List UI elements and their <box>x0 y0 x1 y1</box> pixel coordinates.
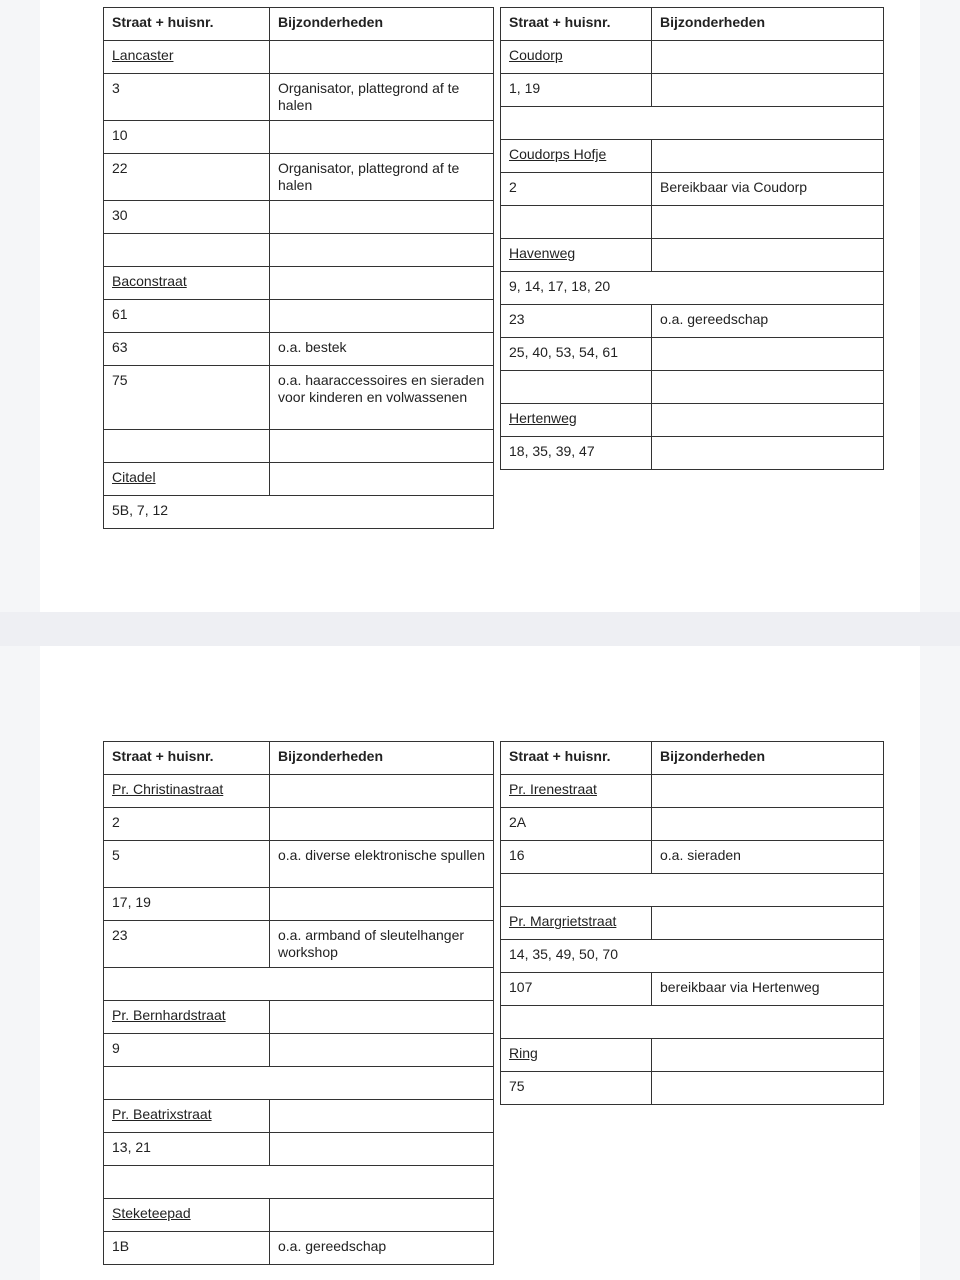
details-cell <box>270 300 494 333</box>
address-cell: 25, 40, 53, 54, 61 <box>501 338 652 371</box>
address-cell: 5B, 7, 12 <box>104 496 494 529</box>
street-name: Pr. Christinastraat <box>104 775 270 808</box>
table-header-row <box>104 8 494 41</box>
table-row <box>104 1166 494 1199</box>
address-cell: 17, 19 <box>104 888 270 921</box>
table-row <box>501 107 884 140</box>
table-row <box>501 841 884 874</box>
street-row <box>104 1001 494 1034</box>
header-address: Straat + huisnr. <box>104 8 270 41</box>
details-cell <box>270 1133 494 1166</box>
address-cell: 1, 19 <box>501 74 652 107</box>
street-name: Steketeepad <box>104 1199 270 1232</box>
address-cell: 75 <box>501 1072 652 1105</box>
address-cell: 18, 35, 39, 47 <box>501 437 652 470</box>
address-table <box>103 7 494 529</box>
table-row <box>104 808 494 841</box>
address-cell: 22 <box>104 154 270 201</box>
street-row <box>501 404 884 437</box>
details-cell <box>652 775 884 808</box>
details-cell <box>270 234 494 267</box>
details-cell: o.a. haaraccessoires en sieraden voor kinderen en volwassenen <box>270 366 494 430</box>
details-cell <box>652 1039 884 1072</box>
table-row <box>501 437 884 470</box>
street-row <box>501 775 884 808</box>
street-name: Pr. Beatrixstraat <box>104 1100 270 1133</box>
details-cell <box>270 775 494 808</box>
street-name: Ring <box>501 1039 652 1072</box>
address-cell: 61 <box>104 300 270 333</box>
details-cell <box>652 808 884 841</box>
address-cell: 2A <box>501 808 652 841</box>
street-name: Pr. Margrietstraat <box>501 907 652 940</box>
table-row <box>104 333 494 366</box>
table-row <box>104 430 494 463</box>
details-cell <box>652 404 884 437</box>
table-row <box>104 74 494 121</box>
table-row <box>104 968 494 1001</box>
document-page-1 <box>40 0 920 612</box>
address-cell <box>104 234 270 267</box>
table-row <box>501 173 884 206</box>
details-cell <box>270 121 494 154</box>
document-page-2 <box>40 646 920 1280</box>
details-cell <box>270 201 494 234</box>
header-details: Bijzonderheden <box>652 8 884 41</box>
address-cell: 2 <box>501 173 652 206</box>
street-row <box>104 775 494 808</box>
details-cell <box>270 1100 494 1133</box>
table-row <box>104 1232 494 1265</box>
details-cell <box>270 463 494 496</box>
details-cell: Bereikbaar via Coudorp <box>652 173 884 206</box>
table-row <box>501 305 884 338</box>
table-row <box>501 338 884 371</box>
table-row <box>501 371 884 404</box>
header-details: Bijzonderheden <box>270 8 494 41</box>
street-row <box>501 140 884 173</box>
street-row <box>104 463 494 496</box>
address-cell: 63 <box>104 333 270 366</box>
address-cell: 1B <box>104 1232 270 1265</box>
details-cell: o.a. armband of sleutelhanger workshop <box>270 921 494 968</box>
address-cell <box>501 206 652 239</box>
address-cell: 5 <box>104 841 270 888</box>
street-name: Pr. Irenestraat <box>501 775 652 808</box>
table-row <box>501 940 884 973</box>
details-cell <box>652 206 884 239</box>
table-header-row <box>104 742 494 775</box>
table-row <box>501 272 884 305</box>
table-row <box>104 201 494 234</box>
table-row <box>501 74 884 107</box>
address-cell: 23 <box>501 305 652 338</box>
address-cell: 9 <box>104 1034 270 1067</box>
header-address: Straat + huisnr. <box>501 8 652 41</box>
details-cell <box>652 338 884 371</box>
details-cell <box>652 41 884 74</box>
details-cell <box>270 1034 494 1067</box>
details-cell: o.a. bestek <box>270 333 494 366</box>
details-cell: o.a. sieraden <box>652 841 884 874</box>
details-cell <box>270 808 494 841</box>
street-row <box>104 1100 494 1133</box>
table-header-row <box>501 8 884 41</box>
table-row <box>501 206 884 239</box>
header-address: Straat + huisnr. <box>501 742 652 775</box>
address-cell: 75 <box>104 366 270 430</box>
table-row <box>501 874 884 907</box>
address-cell <box>104 430 270 463</box>
header-details: Bijzonderheden <box>652 742 884 775</box>
address-cell: 107 <box>501 973 652 1006</box>
table-row <box>104 888 494 921</box>
address-cell: 30 <box>104 201 270 234</box>
details-cell: Organisator, plattegrond af te halen <box>270 74 494 121</box>
details-cell <box>270 41 494 74</box>
table-row <box>104 1034 494 1067</box>
address-cell <box>501 107 884 140</box>
table-row <box>104 154 494 201</box>
street-row <box>501 41 884 74</box>
table-header-row <box>501 742 884 775</box>
address-cell: 14, 35, 49, 50, 70 <box>501 940 884 973</box>
street-name: Hertenweg <box>501 404 652 437</box>
details-cell <box>652 239 884 272</box>
table-row <box>104 366 494 430</box>
street-name: Lancaster <box>104 41 270 74</box>
table-row <box>104 841 494 888</box>
address-cell: 23 <box>104 921 270 968</box>
details-cell <box>270 1001 494 1034</box>
table-row <box>104 234 494 267</box>
details-cell: o.a. gereedschap <box>270 1232 494 1265</box>
details-cell: o.a. gereedschap <box>652 305 884 338</box>
street-row <box>104 1199 494 1232</box>
table-row <box>104 1067 494 1100</box>
table-row <box>104 921 494 968</box>
street-row <box>501 907 884 940</box>
table-row <box>501 973 884 1006</box>
street-name: Baconstraat <box>104 267 270 300</box>
details-cell <box>270 1199 494 1232</box>
header-address: Straat + huisnr. <box>104 742 270 775</box>
address-cell: 10 <box>104 121 270 154</box>
address-table <box>500 741 884 1105</box>
table-row <box>104 300 494 333</box>
street-name: Havenweg <box>501 239 652 272</box>
street-row <box>501 1039 884 1072</box>
address-cell: 9, 14, 17, 18, 20 <box>501 272 884 305</box>
details-cell: bereikbaar via Hertenweg <box>652 973 884 1006</box>
street-name: Coudorp <box>501 41 652 74</box>
details-cell <box>270 267 494 300</box>
details-cell <box>652 74 884 107</box>
address-cell: 2 <box>104 808 270 841</box>
page-separator <box>0 612 960 646</box>
details-cell <box>652 1072 884 1105</box>
table-row <box>501 1006 884 1039</box>
table-row <box>104 1133 494 1166</box>
address-cell <box>501 874 884 907</box>
street-row <box>104 41 494 74</box>
address-cell <box>104 1166 494 1199</box>
street-row <box>104 267 494 300</box>
street-name: Coudorps Hofje <box>501 140 652 173</box>
address-cell <box>501 1006 884 1039</box>
street-name: Citadel <box>104 463 270 496</box>
address-table <box>103 741 494 1265</box>
table-row <box>501 808 884 841</box>
table-row <box>501 1072 884 1105</box>
details-cell <box>652 907 884 940</box>
details-cell <box>270 888 494 921</box>
address-cell: 13, 21 <box>104 1133 270 1166</box>
street-row <box>501 239 884 272</box>
address-cell <box>104 1067 494 1100</box>
address-table <box>500 7 884 470</box>
header-details: Bijzonderheden <box>270 742 494 775</box>
address-cell <box>104 968 494 1001</box>
details-cell <box>652 371 884 404</box>
address-cell: 3 <box>104 74 270 121</box>
address-cell <box>501 371 652 404</box>
details-cell <box>652 140 884 173</box>
street-name: Pr. Bernhardstraat <box>104 1001 270 1034</box>
details-cell: o.a. diverse elektronische spullen <box>270 841 494 888</box>
table-row <box>104 496 494 529</box>
address-cell: 16 <box>501 841 652 874</box>
details-cell <box>652 437 884 470</box>
details-cell: Organisator, plattegrond af te halen <box>270 154 494 201</box>
details-cell <box>270 430 494 463</box>
table-row <box>104 121 494 154</box>
